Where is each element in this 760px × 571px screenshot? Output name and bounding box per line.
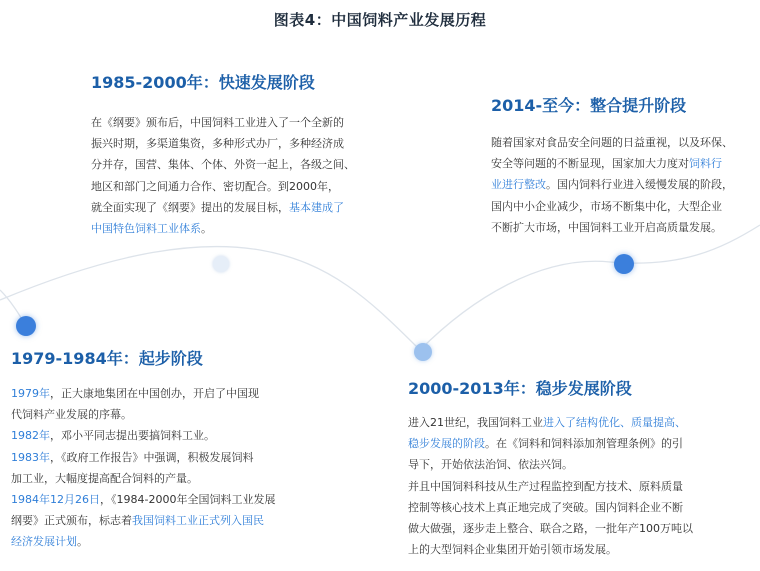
section-title: 1979-1984年：起步阶段 [11, 349, 203, 368]
text-line [11, 447, 275, 468]
text-segment: 就全面实现了《纲要》提出的发展目标， [91, 200, 289, 214]
text-segment: 振兴时期，多渠道集资，多种形式办厂，多种经济成 [91, 137, 344, 151]
highlighted-text: 中国特色饲料工业体系 [91, 222, 201, 236]
text-line [408, 412, 693, 433]
highlighted-text: 1983年 [11, 450, 50, 464]
text-segment: 控制等核心技术上真正地完成了突破。国内饲料企业不断 [408, 500, 683, 514]
section-body [11, 383, 275, 553]
section-title: 2000-2013年：稳步发展阶段 [408, 379, 632, 398]
text-line [91, 112, 355, 133]
text-line [408, 476, 693, 497]
section-title: 2014-至今：整合提升阶段 [491, 96, 687, 115]
text-line [11, 404, 275, 425]
page-title: 图表4：中国饲料产业发展历程 [273, 11, 487, 29]
text-line [491, 217, 733, 238]
text-line [408, 518, 693, 539]
text-line [408, 454, 693, 475]
text-segment: 。 [201, 222, 212, 236]
text-segment: 进入21世纪，我国饲料工业 [408, 416, 543, 429]
text-line [91, 133, 355, 154]
text-segment: 。在《饲料和饲料添加剂管理条例》的引 [485, 437, 683, 451]
text-line [491, 174, 733, 195]
text-line [491, 132, 733, 153]
timeline-dot-2014 [614, 254, 634, 274]
text-segment: 分并存，国营、集体、个体、外资一起上，各级之间、 [91, 158, 355, 172]
text-line [408, 539, 693, 560]
highlighted-text: 业进行整改 [491, 178, 546, 192]
text-segment: 不断扩大市场，中国饲料工业开启高质量发展。 [491, 220, 722, 234]
timeline-dot-1979 [16, 316, 36, 336]
text-line [11, 383, 275, 404]
section-body [408, 412, 693, 560]
text-line [11, 489, 275, 510]
text-segment: 在《纲要》颁布后，中国饲料工业进入了一个全新的 [91, 116, 344, 129]
section-1979-1984 [11, 348, 275, 553]
text-segment: 做大做强，逐步走上整合、联合之路，一批年产100万吨以 [408, 522, 693, 536]
text-segment: 并且中国饲料科技从生产过程监控到配方技术、原料质量 [408, 479, 683, 493]
text-segment: 代饲料产业发展的序幕。 [11, 408, 132, 422]
text-segment: 随着国家对食品安全问题的日益重视，以及环保、 [491, 136, 733, 149]
timeline-dot-2000 [414, 343, 432, 361]
highlighted-text: 进入了结构优化、质量提高、 [543, 416, 686, 429]
text-segment: ，正大康地集团在中国创办，开启了中国现 [50, 387, 259, 400]
highlighted-text: 经济发展计划 [11, 535, 77, 549]
highlighted-text: 1982年 [11, 429, 50, 443]
text-segment: 导下，开始依法治饲、依法兴饲。 [408, 458, 573, 472]
text-line [91, 154, 355, 175]
section-1985-2000 [91, 72, 355, 239]
text-segment: 地区和部门之间通力合作、密切配合。到2000年， [91, 179, 339, 193]
timeline-path [0, 225, 760, 350]
text-line [491, 153, 733, 174]
text-line [408, 497, 693, 518]
text-line [11, 425, 275, 446]
section-body [491, 132, 733, 238]
timeline-dot-1985 [213, 256, 229, 272]
text-segment: 国内中小企业减少，市场不断集中化，大型企业 [491, 199, 722, 213]
highlighted-text: 稳步发展的阶段 [408, 437, 485, 451]
text-segment: 纲要》正式颁布，标志着 [11, 514, 132, 528]
highlighted-text: 1979年 [11, 387, 50, 400]
section-2000-2013 [408, 378, 693, 560]
text-line [11, 468, 275, 489]
text-segment: ，邓小平同志提出要搞饲料工业。 [50, 429, 215, 443]
highlighted-text: 1984年12月26日 [11, 493, 100, 507]
text-line [408, 433, 693, 454]
text-segment: ，《1984-2000年全国饲料工业发展 [100, 493, 276, 507]
text-segment: 。国内饲料行业进入缓慢发展的阶段， [546, 178, 733, 192]
text-line [91, 176, 355, 197]
text-segment: 上的大型饲料企业集团开始引领市场发展。 [408, 543, 617, 557]
text-segment: 安全等问题的不断显现，国家加大力度对 [491, 157, 689, 171]
highlighted-text: 我国饲料工业正式列入国民 [132, 514, 264, 528]
highlighted-text: 饲料行 [689, 157, 722, 171]
text-line [91, 197, 355, 218]
text-line [491, 196, 733, 217]
text-segment: ，《政府工作报告》中强调，积极发展饲料 [50, 450, 254, 464]
text-line [11, 531, 275, 552]
text-line [11, 510, 275, 531]
text-segment: 。 [77, 535, 88, 549]
highlighted-text: 基本建成了 [289, 200, 344, 214]
section-body [91, 112, 355, 239]
text-segment: 加工业，大幅度提高配合饲料的产量。 [11, 471, 198, 485]
section-title: 1985-2000年：快速发展阶段 [91, 73, 315, 92]
text-line [91, 218, 355, 239]
section-2014-now [491, 95, 733, 238]
